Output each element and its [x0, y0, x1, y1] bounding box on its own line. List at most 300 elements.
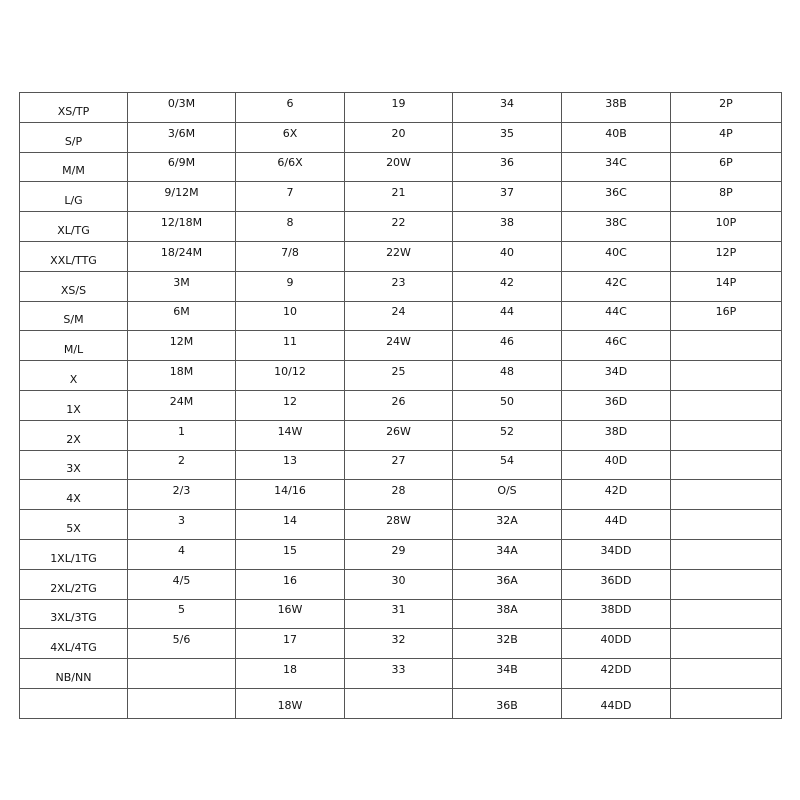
table-cell [128, 361, 236, 391]
table-cell [236, 688, 345, 718]
cell-text: 24W [386, 335, 411, 349]
table-cell [671, 212, 782, 242]
table-cell [128, 510, 236, 540]
table-cell [562, 361, 671, 391]
table-row [20, 301, 782, 331]
table-cell [20, 510, 128, 540]
cell-text: 3M [173, 275, 190, 289]
table-row [20, 271, 782, 301]
table-cell [236, 301, 345, 331]
cell-text: 36D [604, 394, 628, 408]
table-cell [236, 93, 345, 123]
table-cell [128, 539, 236, 569]
cell-text: XXL/TTG [50, 253, 97, 267]
table-cell [671, 182, 782, 212]
table-cell [128, 301, 236, 331]
table-cell [128, 241, 236, 271]
cell-text: M/L [63, 343, 84, 357]
cell-text: 26W [386, 424, 411, 438]
table-cell [128, 390, 236, 420]
cell-text: 8 [286, 216, 294, 230]
cell-text: 9/12M [164, 186, 199, 200]
cell-text: 34B [496, 663, 518, 677]
cell-text: 10P [715, 216, 737, 230]
table-cell [671, 569, 782, 599]
cell-text: 4P [719, 126, 733, 140]
table-cell [453, 122, 562, 152]
table-cell [562, 241, 671, 271]
cell-text: 38C [605, 216, 627, 230]
table-row [20, 599, 782, 629]
cell-text: 10 [283, 305, 297, 319]
table-cell [345, 271, 453, 301]
cell-text: 2P [719, 96, 733, 110]
table-cell [345, 569, 453, 599]
table-cell [345, 93, 453, 123]
table-cell [20, 659, 128, 689]
cell-text: 13 [283, 454, 297, 468]
table-row [20, 93, 782, 123]
table-row [20, 420, 782, 450]
cell-text: 38B [605, 96, 627, 110]
table-cell [20, 152, 128, 182]
cell-text: 32B [496, 633, 518, 647]
cell-text: 31 [391, 603, 406, 617]
cell-text: 2/3 [172, 484, 191, 498]
size-chart-body [20, 93, 782, 719]
table-cell [671, 271, 782, 301]
cell-text: 6 [286, 96, 294, 110]
cell-text: 24M [169, 394, 194, 408]
cell-text: 19 [391, 96, 406, 110]
table-cell [562, 420, 671, 450]
table-row [20, 152, 782, 182]
cell-text: 21 [391, 186, 406, 200]
table-cell [562, 152, 671, 182]
cell-text: 14P [715, 275, 737, 289]
cell-text: 27 [391, 454, 406, 468]
table-cell [453, 93, 562, 123]
cell-text: 11 [283, 335, 297, 349]
table-cell [128, 271, 236, 301]
table-cell [20, 569, 128, 599]
table-row [20, 569, 782, 599]
cell-text: 16 [283, 573, 297, 587]
cell-text: 4 [178, 543, 185, 557]
table-row [20, 241, 782, 271]
table-cell [562, 659, 671, 689]
cell-text: 7 [286, 186, 294, 200]
table-cell [453, 539, 562, 569]
cell-text: 24 [391, 305, 406, 319]
cell-text: 14W [277, 424, 303, 438]
table-cell [671, 301, 782, 331]
cell-text: 22 [391, 216, 406, 230]
table-row [20, 212, 782, 242]
table-cell [236, 420, 345, 450]
table-cell [453, 271, 562, 301]
table-cell [345, 659, 453, 689]
cell-text: 2 [178, 454, 185, 468]
cell-text: 10/12 [274, 365, 306, 379]
table-cell [128, 152, 236, 182]
cell-text: 5X [66, 522, 81, 536]
table-cell [128, 688, 236, 718]
table-cell [236, 271, 345, 301]
cell-text: 34A [496, 543, 518, 557]
cell-text: XS/S [60, 283, 87, 297]
table-cell [453, 599, 562, 629]
table-cell [345, 152, 453, 182]
table-cell [562, 271, 671, 301]
cell-text: 29 [391, 543, 406, 557]
table-cell [236, 331, 345, 361]
table-cell [453, 241, 562, 271]
cell-text: 9 [286, 275, 294, 289]
cell-text: 23 [391, 275, 406, 289]
cell-text: 44 [500, 305, 514, 319]
cell-text: 14 [283, 514, 297, 528]
table-cell [345, 450, 453, 480]
cell-text: 36DD [600, 573, 632, 587]
table-cell [236, 241, 345, 271]
table-cell [20, 212, 128, 242]
table-cell [345, 480, 453, 510]
cell-text: 6/9M [167, 156, 196, 170]
cell-text: 6P [719, 156, 733, 170]
table-cell [345, 361, 453, 391]
table-cell [671, 361, 782, 391]
cell-text: 15 [283, 543, 297, 557]
table-cell [562, 599, 671, 629]
table-cell [453, 182, 562, 212]
table-cell [20, 331, 128, 361]
table-cell [562, 182, 671, 212]
cell-text: XS/TP [57, 104, 90, 118]
table-row [20, 122, 782, 152]
cell-text: 40B [605, 126, 627, 140]
table-cell [562, 450, 671, 480]
table-cell [20, 361, 128, 391]
cell-text: 3/6M [167, 126, 196, 140]
table-row [20, 688, 782, 718]
table-cell [345, 629, 453, 659]
size-chart-table [19, 92, 782, 719]
cell-text: 17 [283, 633, 297, 647]
table-cell [236, 569, 345, 599]
table-row [20, 361, 782, 391]
cell-text: 12/18M [160, 216, 203, 230]
cell-text: L/G [64, 194, 83, 208]
table-cell [128, 420, 236, 450]
cell-text: 4X [66, 492, 81, 506]
table-cell [671, 539, 782, 569]
table-cell [671, 480, 782, 510]
table-cell [20, 629, 128, 659]
table-cell [562, 539, 671, 569]
table-row [20, 450, 782, 480]
table-cell [128, 629, 236, 659]
table-cell [562, 331, 671, 361]
cell-text: 20W [386, 156, 411, 170]
cell-text: 42DD [600, 663, 632, 677]
table-cell [453, 301, 562, 331]
cell-text: 3X [66, 462, 81, 476]
table-cell [562, 122, 671, 152]
table-cell [453, 480, 562, 510]
cell-text: 12M [169, 335, 194, 349]
table-cell [20, 271, 128, 301]
table-cell [453, 361, 562, 391]
cell-text: 6/6X [277, 156, 303, 170]
table-cell [236, 152, 345, 182]
cell-text: 34DD [600, 543, 632, 557]
cell-text: O/S [497, 484, 517, 498]
cell-text: 4XL/4TG [50, 641, 97, 655]
cell-text: 28 [391, 484, 406, 498]
cell-text: 42D [604, 484, 628, 498]
cell-text: 6X [282, 126, 298, 140]
table-cell [236, 450, 345, 480]
table-cell [20, 420, 128, 450]
cell-text: 33 [391, 663, 406, 677]
table-row [20, 539, 782, 569]
cell-text: 34C [605, 156, 627, 170]
cell-text: 5/6 [172, 633, 191, 647]
table-cell [345, 510, 453, 540]
table-cell [562, 93, 671, 123]
table-cell [20, 301, 128, 331]
cell-text: 2XL/2TG [50, 581, 97, 595]
table-cell [345, 599, 453, 629]
cell-text: 1 [178, 424, 185, 438]
table-cell [128, 182, 236, 212]
table-cell [453, 212, 562, 242]
table-cell [20, 122, 128, 152]
cell-text: 38D [604, 424, 628, 438]
table-cell [236, 122, 345, 152]
table-cell [128, 450, 236, 480]
cell-text: 7/8 [281, 245, 299, 259]
table-cell [562, 688, 671, 718]
table-cell [671, 331, 782, 361]
table-cell [453, 390, 562, 420]
table-cell [345, 390, 453, 420]
cell-text: 1XL/1TG [50, 551, 97, 565]
cell-text: 36 [500, 156, 514, 170]
table-cell [128, 659, 236, 689]
table-cell [453, 510, 562, 540]
table-cell [671, 420, 782, 450]
cell-text: 44D [604, 514, 628, 528]
table-cell [671, 510, 782, 540]
table-cell [453, 659, 562, 689]
cell-text: 54 [500, 454, 514, 468]
table-cell [671, 152, 782, 182]
table-cell [20, 93, 128, 123]
table-cell [345, 212, 453, 242]
table-cell [236, 510, 345, 540]
table-cell [453, 331, 562, 361]
cell-text: XL/TG [57, 224, 90, 238]
table-row [20, 659, 782, 689]
cell-text: 18W [277, 698, 303, 712]
cell-text: 8P [719, 186, 733, 200]
table-cell [453, 420, 562, 450]
table-cell [562, 569, 671, 599]
cell-text: 42 [500, 275, 514, 289]
table-cell [20, 480, 128, 510]
cell-text: NB/NN [55, 671, 92, 685]
table-cell [345, 241, 453, 271]
table-cell [236, 480, 345, 510]
table-cell [236, 182, 345, 212]
cell-text: 32A [496, 514, 518, 528]
table-cell [128, 599, 236, 629]
table-cell [562, 212, 671, 242]
cell-text: 36B [496, 698, 518, 712]
cell-text: 30 [391, 573, 406, 587]
cell-text: 16P [715, 305, 737, 319]
table-cell [236, 212, 345, 242]
table-cell [453, 450, 562, 480]
table-cell [453, 569, 562, 599]
table-cell [671, 659, 782, 689]
cell-text: 40D [604, 454, 628, 468]
table-cell [128, 480, 236, 510]
table-cell [236, 361, 345, 391]
table-cell [345, 182, 453, 212]
table-cell [671, 688, 782, 718]
cell-text: 26 [391, 394, 406, 408]
table-cell [236, 659, 345, 689]
cell-text: 40C [605, 245, 627, 259]
table-cell [562, 510, 671, 540]
table-row [20, 390, 782, 420]
cell-text: 42C [605, 275, 627, 289]
table-cell [128, 122, 236, 152]
cell-text: 1X [66, 402, 81, 416]
cell-text: S/P [64, 134, 83, 148]
cell-text: 3 [178, 514, 185, 528]
cell-text: M/M [62, 164, 85, 178]
cell-text: 5 [178, 603, 185, 617]
table-row [20, 331, 782, 361]
table-cell [671, 122, 782, 152]
table-cell [453, 629, 562, 659]
table-cell [236, 629, 345, 659]
cell-text: 50 [500, 394, 514, 408]
table-cell [20, 450, 128, 480]
cell-text: 36C [605, 186, 627, 200]
table-cell [453, 152, 562, 182]
cell-text: 37 [500, 186, 514, 200]
cell-text: 44C [605, 305, 627, 319]
table-row [20, 480, 782, 510]
cell-text: 18/24M [160, 245, 203, 259]
table-cell [345, 122, 453, 152]
table-cell [671, 390, 782, 420]
cell-text: 32 [391, 633, 406, 647]
table-cell [128, 331, 236, 361]
table-row [20, 510, 782, 540]
table-cell [128, 569, 236, 599]
table-cell [236, 390, 345, 420]
table-cell [671, 599, 782, 629]
cell-text: 35 [500, 126, 514, 140]
cell-text: 18M [169, 365, 194, 379]
cell-text: 28W [386, 514, 411, 528]
table-cell [128, 93, 236, 123]
table-cell [562, 480, 671, 510]
table-row [20, 629, 782, 659]
cell-text: 25 [391, 365, 406, 379]
cell-text: 6M [173, 305, 190, 319]
table-cell [671, 629, 782, 659]
cell-text: 40DD [600, 633, 632, 647]
table-cell [20, 688, 128, 718]
cell-text: 14/16 [274, 484, 306, 498]
cell-text: 46C [605, 335, 627, 349]
table-cell [345, 301, 453, 331]
cell-text: 34D [604, 365, 628, 379]
table-cell [128, 212, 236, 242]
table-cell [671, 241, 782, 271]
cell-text: 22W [386, 245, 411, 259]
cell-text: 38 [500, 216, 514, 230]
cell-text: 20 [391, 126, 406, 140]
table-cell [236, 539, 345, 569]
table-cell [453, 688, 562, 718]
cell-text: 40 [500, 245, 514, 259]
cell-text: 12 [283, 394, 297, 408]
table-cell [671, 93, 782, 123]
cell-text: 36A [496, 573, 518, 587]
table-cell [562, 629, 671, 659]
table-cell [20, 241, 128, 271]
table-cell [20, 599, 128, 629]
table-row [20, 182, 782, 212]
table-cell [20, 182, 128, 212]
table-cell [345, 688, 453, 718]
cell-text: 44DD [600, 698, 632, 712]
cell-text: X [69, 373, 78, 387]
cell-text: 38DD [600, 603, 632, 617]
table-cell [562, 301, 671, 331]
cell-text: 4/5 [172, 573, 191, 587]
cell-text: 12P [715, 245, 737, 259]
cell-text: 48 [500, 365, 514, 379]
table-cell [671, 450, 782, 480]
table-cell [345, 539, 453, 569]
cell-text: 34 [500, 96, 514, 110]
table-cell [20, 390, 128, 420]
cell-text: 46 [500, 335, 514, 349]
cell-text: 3XL/3TG [50, 611, 97, 625]
cell-text: 0/3M [167, 96, 196, 110]
cell-text: 18 [283, 663, 297, 677]
table-cell [562, 390, 671, 420]
table-cell [236, 599, 345, 629]
cell-text: S/M [63, 313, 84, 327]
cell-text: 52 [500, 424, 514, 438]
table-cell [345, 331, 453, 361]
cell-text: 2X [66, 432, 81, 446]
table-cell [20, 539, 128, 569]
cell-text: 38A [496, 603, 518, 617]
table-cell [345, 420, 453, 450]
cell-text: 16W [277, 603, 303, 617]
